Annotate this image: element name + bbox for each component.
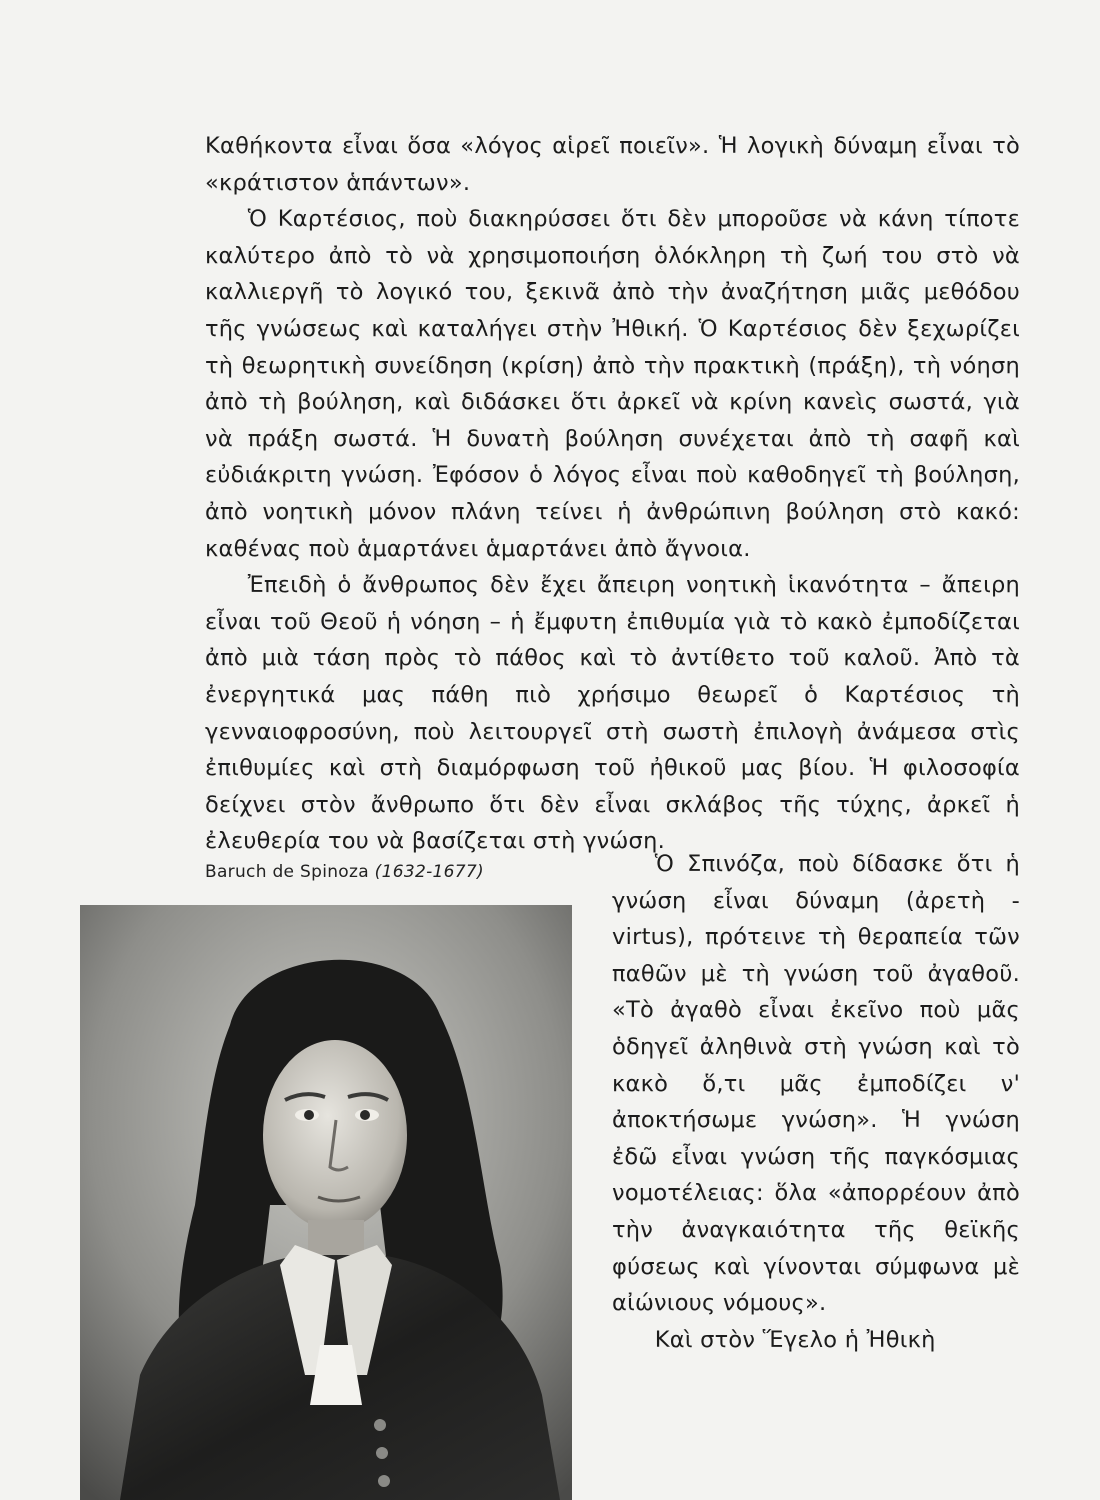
paragraph-descartes-method: Ὁ Καρτέσιος, ποὺ διακηρύσσει ὅτι δὲν μποροῦσε νὰ κάνη τίποτε καλύτερο ἀπὸ τὸ νὰ χρησιμοποιήση ὁλόκληρη τὴ ζωή του στὸ νὰ καλλιεργῆ τὸ λογικό του, ξεκινᾶ ἀπὸ τὴν ἀναζήτηση μιᾶς μεθόδου τῆς γνώσεως καὶ καταλήγει στὴν Ἠθική. Ὁ Καρτέσιος δὲν ξεχωρίζει τὴ θεωρητικὴ συνείδηση (κρίση) ἀπὸ τὴν πρακτικὴ (πράξη), τὴ νόηση ἀπὸ τὴ βούληση, καὶ διδάσκει ὅτι ἀρκεῖ νὰ κρίνη κανεὶς σωστά, γιὰ νὰ πράξη σωστά. Ἡ δυνατὴ βούληση συνέχεται ἀπὸ τὴ σαφῆ καὶ εὐδιάκριτη γνώση. Ἐφόσον ὁ λόγος εἶναι ποὺ καθοδηγεῖ τὴ βούληση, ἀπὸ νοητικὴ μόνον πλάνη τείνει ἡ ἀνθρώπινη βούληση στὸ κακό: καθένας ποὺ ἁμαρτάνει ἁμαρτάνει ἀπὸ ἄγνοια.	[205, 206, 1020, 562]
caption-name: Baruch de Spinoza	[205, 862, 369, 882]
portrait-caption	[205, 862, 484, 882]
spinoza-portrait	[80, 905, 572, 1500]
side-text-block	[612, 846, 1020, 1358]
paragraph-descartes-passions: Ἐπειδὴ ὁ ἄνθρωπος δὲν ἔχει ἄπειρη νοητικὴ ἱκανότητα – ἄπειρη εἶναι τοῦ Θεοῦ ἡ νόηση – ἡ ἔμφυτη ἐπιθυμία γιὰ τὸ κακὸ ἐμποδίζεται ἀπὸ μιὰ τάση πρὸς τὸ πάθος καὶ τὸ ἀντίθετο τοῦ καλοῦ. Ἀπὸ τὰ ἐνεργητικά μας πάθη πιὸ χρήσιμο θεωρεῖ ὁ Καρτέσιος τὴ γενναιοφροσύνη, ποὺ λειτουργεῖ στὴ σωστὴ ἐπιλογὴ ἀνάμεσα στὶς ἐπιθυμίες καὶ στὴ διαμόρφωση τοῦ ἠθικοῦ μας βίου. Ἡ φιλοσοφία δείχνει στὸν ἄνθρωπο ὅτι δὲν εἶναι σκλάβος τῆς τύχης, ἀρκεῖ ἡ ἐλευθερία του νὰ βασίζεται στὴ γνώση.	[205, 572, 1020, 855]
paragraph-duties: Καθήκοντα εἶναι ὅσα «λόγος αἱρεῖ ποιεῖν». Ἡ λογικὴ δύναμη εἶναι τὸ «κράτιστον ἁπάντων».	[205, 133, 1020, 196]
paragraph-spinoza: Ὁ Σπινόζα, ποὺ δίδασκε ὅτι ἡ γνώση εἶναι δύναμη (ἀρετὴ - virtus), πρότεινε τὴ θεραπεία τῶν παθῶν μὲ τὴ γνώση τοῦ ἀγαθοῦ. «Τὸ ἀγαθὸ εἶναι ἐκεῖνο ποὺ μᾶς ὁδηγεῖ ἀληθινὰ στὴ γνώση καὶ τὸ κακὸ ὅ,τι μᾶς ἐμποδίζει ν' ἀποκτήσωμε γνώση». Ἡ γνώση ἐδῶ εἶναι γνώση τῆς παγκόσμιας νομοτέλειας: ὅλα «ἀπορρέουν ἀπὸ τὴν ἀναγκαιότητα τῆς θεϊκῆς φύσεως καὶ γίνονται σύμφωνα μὲ αἰώνιους νόμους».	[612, 851, 1020, 1317]
caption-years: (1632-1677)	[374, 862, 484, 882]
main-text-block	[205, 128, 1020, 860]
paragraph-hegel: Καὶ στὸν Ἕγελο ἡ Ἠθικὴ	[654, 1326, 936, 1353]
